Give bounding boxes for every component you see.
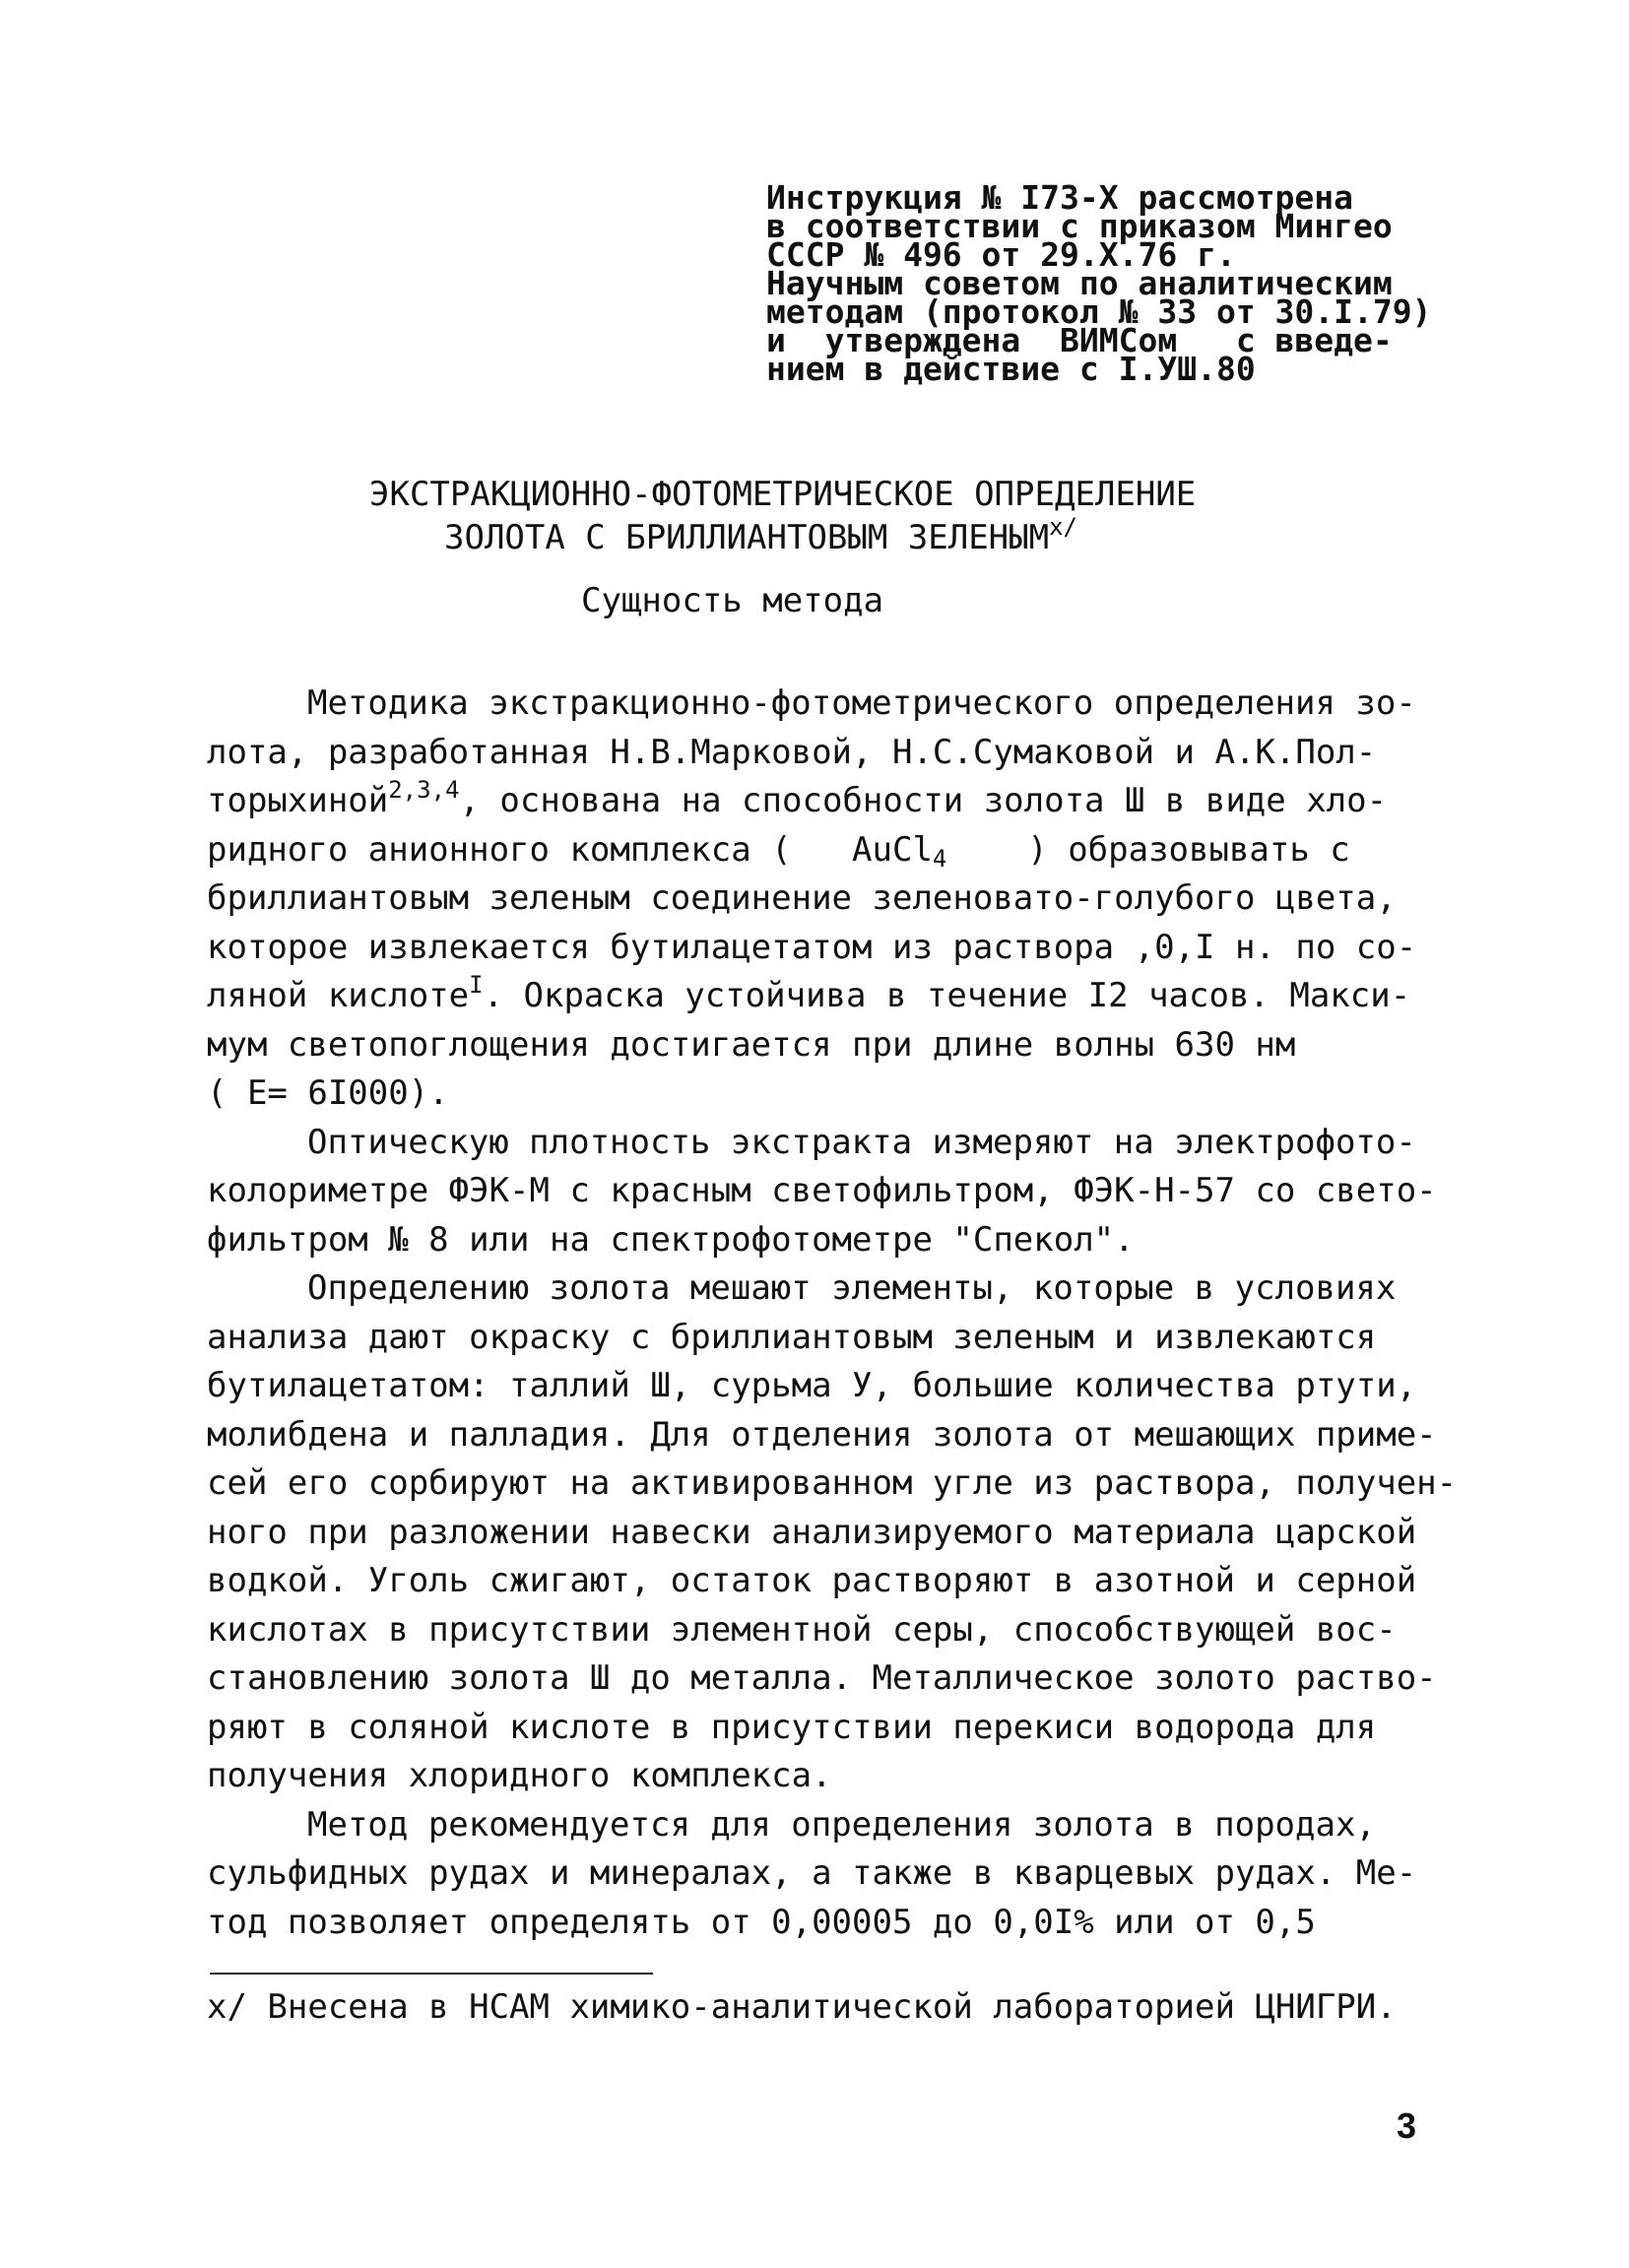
footnote-divider <box>210 1973 653 1975</box>
text-line: ного при разложении навески анализируемого материала царской <box>207 1512 1417 1552</box>
text-line: становлению золота Ш до металла. Металлическое золото раство- <box>207 1658 1437 1698</box>
text-fragment: , основана на способности золота Ш в виде хло- <box>459 781 1388 820</box>
document-title <box>369 473 1196 559</box>
approval-note <box>766 178 1432 388</box>
text-line: ряют в соляной кислоте в присутствии перекиси водорода для <box>207 1707 1377 1747</box>
text-fragment: . Окраска устойчива в течение I2 часов. Макси- <box>483 976 1411 1015</box>
approval-line: нием в действие с I.УШ.80 <box>766 350 1256 388</box>
text-line: Оптическую плотность экстракта измеряют на электрофото- <box>307 1122 1416 1162</box>
text-line: Метод рекомендуется для определения золота в породах, <box>307 1804 1376 1845</box>
text-fragment: торыхиной <box>207 781 389 820</box>
text-line: анализа дают окраску с бриллиантовым зеленым и извлекаются <box>207 1317 1377 1357</box>
text-line: ( E= 6I000). <box>207 1073 449 1113</box>
approval-line: СССР № 496 от 29.X.76 г. <box>766 235 1236 274</box>
approval-line: Научным советом по аналитическим <box>766 264 1393 302</box>
title-line-2-text: ЗОЛОТА С БРИЛЛИАНТОВЫМ ЗЕЛЕНЫМ <box>444 518 1050 557</box>
approval-line: и утверждена ВИМСом с введе- <box>766 321 1393 359</box>
body-text <box>207 680 1457 1947</box>
text-line: сей его сорбируют на активированном угле из раствора, получен- <box>207 1463 1458 1503</box>
text-line: бриллиантовым зеленым соединение зеленовато-голубого цвета, <box>207 878 1397 918</box>
text-line: тод позволяет определять от 0,00005 до 0,0I% или от 0,5 <box>207 1902 1316 1942</box>
title-line-1: ЭКСТРАКЦИОННО-ФОТОМЕТРИЧЕСКОЕ ОПРЕДЕЛЕНИЕ <box>369 475 1197 514</box>
formula-subscript: 4 <box>932 844 947 873</box>
text-line <box>207 826 1457 875</box>
text-fragment: ридного анионного комплекса ( AuCl <box>207 829 933 870</box>
text-line: Методика экстракционно-фотометрического определения зо- <box>307 683 1416 723</box>
text-line: колориметре ФЭК-М с красным светофильтром, ФЭК-Н-57 со свето- <box>207 1171 1437 1210</box>
text-line: сульфидных рудах и минералах, а также в кварцевых рудах. Ме- <box>207 1853 1417 1893</box>
approval-line: в соответствии с приказом Мингео <box>766 207 1393 245</box>
page-number: 3 <box>1397 2106 1417 2146</box>
text-fragment: ляной кислоте <box>207 976 470 1015</box>
text-line: получения хлоридного комплекса. <box>207 1756 832 1795</box>
approval-line: Инструкция № I73-X рассмотрена <box>766 178 1354 217</box>
approval-line: методам (протокол № 33 от 30.I.79) <box>766 292 1432 331</box>
text-line <box>207 972 1457 1021</box>
title-footnote-mark: x/ <box>1049 513 1077 541</box>
title-line-2 <box>369 513 1196 559</box>
text-line: которое извлекается бутилацетатом из раствора ,0,I н. по со- <box>207 927 1417 967</box>
text-line: лота, разработанная Н.В.Марковой, Н.С.Сумаковой и А.К.Пол- <box>207 732 1377 772</box>
text-line: Определению золота мешают элементы, которые в условиях <box>307 1268 1397 1308</box>
text-line: кислотах в присутствии элементной серы, способствующей вос- <box>207 1609 1397 1650</box>
section-heading: Сущность метода <box>581 581 884 620</box>
text-line: водкой. Уголь сжигают, остаток растворяют в азотной и серной <box>207 1561 1417 1600</box>
reference-superscript: I <box>469 971 484 999</box>
text-fragment: ) образовывать с <box>946 829 1350 870</box>
text-line: фильтром № 8 или на спектрофотометре "Спекол". <box>207 1219 1135 1260</box>
reference-superscript: 2,3,4 <box>388 776 460 804</box>
text-line <box>207 777 1457 826</box>
text-line: мум светопоглощения достигается при длине волны 630 нм <box>207 1024 1296 1065</box>
text-line: бутилацетатом: таллий Ш, сурьма У, большие количества ртути, <box>207 1366 1417 1405</box>
text-line: молибдена и палладия. Для отделения золота от мешающих приме- <box>207 1414 1437 1455</box>
footnote: x/ Внесена в НСАМ химико-аналитической лабораторией ЦНИГРИ. <box>207 1987 1397 2027</box>
